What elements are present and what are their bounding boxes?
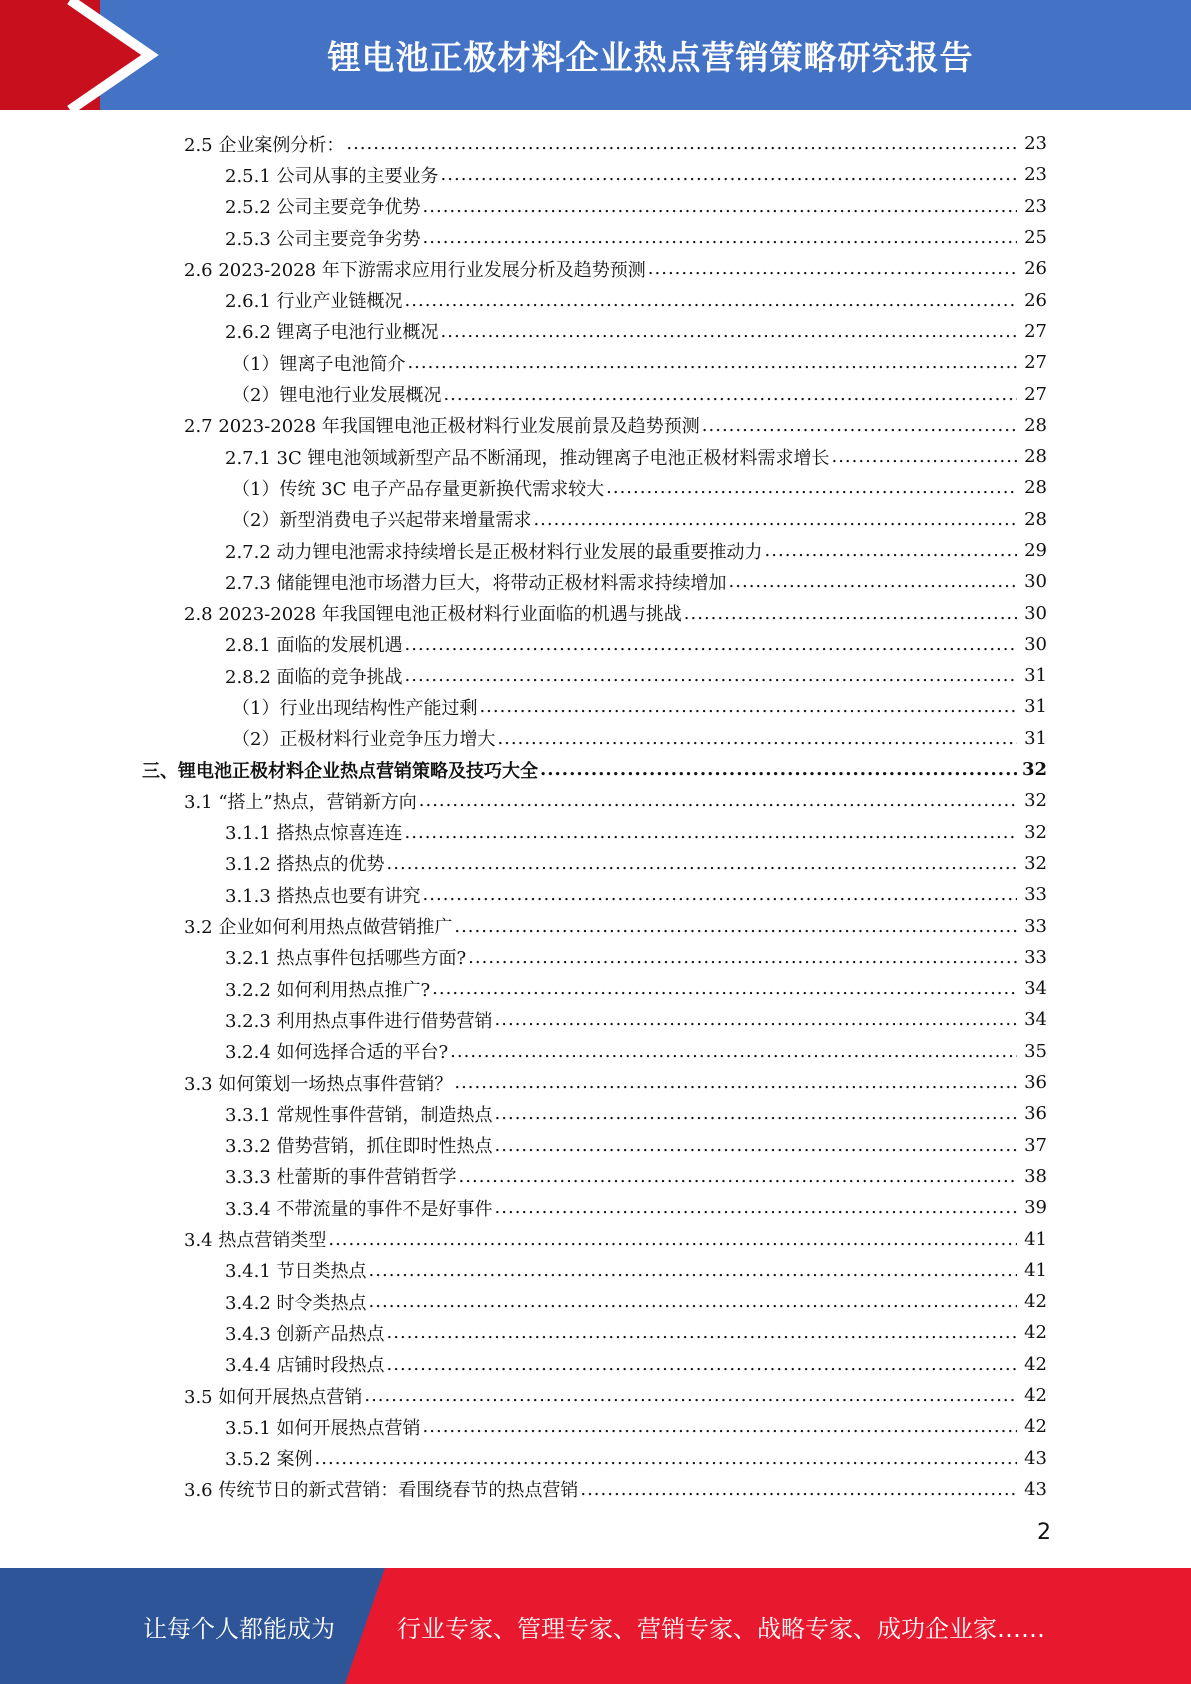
toc-dot-leader [405,634,1017,655]
toc-entry-title: 3.2.4 如何选择合适的平台? [225,1042,449,1064]
toc-entry[interactable] [0,1442,1191,1473]
toc-entry-page: 36 [1024,1103,1047,1125]
toc-entry-title: 2.8 2023-2028 年我国锂电池正极材料行业面临的机遇与挑战 [184,604,682,626]
toc-dot-leader [540,759,1017,780]
toc-entry[interactable] [0,660,1191,691]
toc-entry-title: 2.7 2023-2028 年我国锂电池正极材料行业发展前景及趋势预测 [184,416,700,438]
toc-entry[interactable] [0,1349,1191,1380]
footer-slogan-left: 让每个人都能成为 [143,1614,335,1643]
report-title: 锂电池正极材料企业热点营销策略研究报告 [327,37,974,77]
toc-entry[interactable] [0,1130,1191,1161]
toc-entry-page: 31 [1024,727,1047,749]
toc-dot-leader [459,1166,1017,1187]
toc-entry-title: 3.4.2 时令类热点 [225,1292,367,1314]
toc-entry-title: 3.2.2 如何利用热点推广? [225,979,431,1001]
toc-entry-title: 3.1.1 搭热点惊喜连连 [225,823,403,845]
toc-entry-page: 27 [1024,320,1047,342]
toc-entry-title: 3.6 传统节日的新式营销：看围绕春节的热点营销 [184,1480,579,1502]
toc-entry-page: 31 [1024,696,1047,718]
toc-entry-page: 28 [1024,477,1047,499]
toc-entry[interactable] [0,253,1191,284]
toc-dot-leader [468,947,1017,968]
toc-dot-leader [419,790,1017,811]
chevron-arrow-icon [0,0,160,110]
toc-dot-leader [315,1448,1017,1469]
toc-entry[interactable] [0,472,1191,503]
toc-entry-page: 23 [1024,133,1047,155]
toc-entry-page: 42 [1024,1291,1047,1313]
toc-dot-leader [369,1260,1017,1281]
toc-dot-leader [423,196,1017,217]
toc-entry-page: 30 [1024,602,1047,624]
toc-dot-leader [407,352,1017,373]
toc-entry[interactable] [0,1223,1191,1254]
toc-entry[interactable] [0,316,1191,347]
toc-entry-title: 2.8.1 面临的发展机遇 [225,635,403,657]
toc-entry[interactable] [0,1161,1191,1192]
toc-dot-leader [369,1291,1017,1312]
toc-entry-title: 3.4 热点营销类型 [184,1230,327,1252]
toc-entry-page: 34 [1024,1009,1047,1031]
toc-entry-page: 26 [1024,289,1047,311]
toc-entry-title: 3.3 如何策划一场热点事件营销？ [184,1073,453,1095]
toc-entry[interactable] [0,879,1191,910]
toc-entry[interactable] [0,754,1191,785]
toc-entry[interactable] [0,597,1191,628]
toc-entry-title: 3.4.3 创新产品热点 [225,1323,385,1345]
toc-entry[interactable] [0,629,1191,660]
toc-entry[interactable] [0,1004,1191,1035]
toc-dot-leader [648,258,1017,279]
toc-entry-page: 37 [1024,1134,1047,1156]
toc-dot-leader [831,446,1017,467]
toc-entry-title: 3.4.4 店铺时段热点 [225,1355,385,1377]
toc-entry-page: 32 [1024,790,1047,812]
toc-entry[interactable] [0,817,1191,848]
toc-entry-title: 3.1 “搭上”热点，营销新方向 [184,791,417,813]
toc-entry-title: 3.2.1 热点事件包括哪些方面? [225,948,467,970]
toc-entry[interactable] [0,973,1191,1004]
toc-entry-page: 42 [1024,1416,1047,1438]
toc-entry-page: 32 [1021,759,1047,781]
toc-dot-leader [454,1072,1017,1093]
toc-entry-title: 2.5.1 公司从事的主要业务 [225,165,439,187]
toc-entry-title: 3.3.1 常规性事件营销，制造热点 [225,1104,493,1126]
toc-entry-title: 3.2.3 利用热点事件进行借势营销 [225,1010,493,1032]
toc-entry-page: 33 [1024,946,1047,968]
toc-entry[interactable] [0,691,1191,722]
toc-entry-page: 28 [1024,508,1047,530]
toc-entry-page: 41 [1024,1228,1047,1250]
toc-dot-leader [328,1229,1017,1250]
toc-entry[interactable] [0,1255,1191,1286]
toc-entry[interactable] [0,159,1191,190]
footer-slogan-right: 行业专家、管理专家、营销专家、战略专家、成功企业家…… [397,1614,1045,1643]
toc-dot-leader [606,477,1017,498]
toc-entry[interactable] [0,1286,1191,1317]
toc-entry[interactable] [0,848,1191,879]
toc-dot-leader [497,728,1017,749]
toc-entry[interactable] [0,128,1191,159]
toc-dot-leader [441,321,1017,342]
toc-dot-leader [495,1197,1017,1218]
toc-entry-title: 3.3.2 借势营销，抓住即时性热点 [225,1136,493,1158]
toc-entry[interactable] [0,566,1191,597]
toc-entry[interactable] [0,222,1191,253]
toc-dot-leader [454,916,1017,937]
toc-dot-leader [387,1354,1017,1375]
toc-entry-title: （1）锂离子电池简介 [232,353,406,375]
toc-dot-leader [432,978,1017,999]
toc-entry-title: 2.7.1 3C 锂电池领域新型产品不断涌现，推动锂离子电池正极材料需求增长 [225,447,830,469]
toc-entry-title: 3.5.2 案例 [225,1449,313,1471]
page-footer [0,1568,1191,1684]
toc-entry-title: 2.6.1 行业产业链概况 [225,291,403,313]
toc-entry-page: 25 [1024,227,1047,249]
toc-entry-page: 33 [1024,915,1047,937]
toc-entry[interactable] [0,1380,1191,1411]
toc-entry[interactable] [0,441,1191,472]
toc-entry-title: 2.6 2023-2028 年下游需求应用行业发展分析及趋势预测 [184,259,646,281]
toc-entry-page: 23 [1024,164,1047,186]
toc-entry-page: 27 [1024,352,1047,374]
toc-entry-title: （1）行业出现结构性产能过剩 [232,697,478,719]
toc-entry-title: 2.8.2 面临的竞争挑战 [225,666,403,688]
toc-entry-title: 3.1.2 搭热点的优势 [225,854,385,876]
toc-entry-title: （2）锂电池行业发展概况 [232,385,442,407]
toc-entry-title: 2.5 企业案例分析： [184,134,345,156]
toc-dot-leader [533,509,1017,530]
toc-entry-title: （2）正极材料行业竞争压力增大 [232,729,496,751]
toc-entry[interactable] [0,1317,1191,1348]
toc-entry-title: 3.1.3 搭热点也要有讲究 [225,885,421,907]
toc-dot-leader [423,1416,1017,1437]
toc-entry[interactable] [0,1192,1191,1223]
toc-entry-title: 2.7.2 动力锂电池需求持续增长是正极材料行业发展的最重要推动力 [225,541,763,563]
toc-entry-page: 38 [1024,1165,1047,1187]
toc-entry[interactable] [0,191,1191,222]
toc-dot-leader [495,1009,1017,1030]
toc-entry-page: 39 [1024,1197,1047,1219]
toc-entry[interactable] [0,910,1191,941]
toc-entry-page: 42 [1024,1353,1047,1375]
toc-entry-page: 42 [1024,1322,1047,1344]
toc-entry-title: 2.5.3 公司主要竞争劣势 [225,228,421,250]
toc-entry-title: 3.3.3 杜蕾斯的事件营销哲学 [225,1167,457,1189]
toc-entry-page: 29 [1024,540,1047,561]
toc-entry-title: 2.6.2 锂离子电池行业概况 [225,322,439,344]
toc-entry-page: 32 [1024,852,1047,874]
page-number: 2 [1037,1520,1051,1545]
toc-dot-leader [702,415,1017,436]
toc-dot-leader [387,853,1017,874]
toc-entry-title: 3.4.1 节日类热点 [225,1261,367,1283]
toc-entry-page: 31 [1024,665,1047,687]
toc-entry[interactable] [0,1474,1191,1505]
toc-entry[interactable] [0,1067,1191,1098]
toc-entry[interactable] [0,785,1191,816]
toc-dot-leader [423,884,1017,905]
toc-entry-title: （1）传统 3C 电子产品存量更新换代需求较大 [232,478,605,500]
toc-entry[interactable] [0,284,1191,315]
toc-entry-title: （2）新型消费电子兴起带来增量需求 [232,510,532,532]
toc-dot-leader [684,603,1017,624]
toc-dot-leader [346,133,1017,154]
toc-dot-leader [423,227,1017,248]
toc-entry[interactable] [0,535,1191,566]
toc-entry-page: 23 [1024,195,1047,217]
toc-dot-leader [364,1385,1017,1406]
toc-entry-page: 27 [1024,383,1047,405]
toc-entry-page: 36 [1024,1072,1047,1094]
toc-entry[interactable] [0,1098,1191,1129]
toc-entry-title: 3.2 企业如何利用热点做营销推广 [184,917,453,939]
toc-entry[interactable] [0,942,1191,973]
page-header [0,0,1191,110]
toc-entry-page: 28 [1024,414,1047,436]
toc-entry-page: 30 [1024,633,1047,655]
toc-entry-page: 30 [1024,571,1047,593]
toc-entry-page: 42 [1024,1385,1047,1407]
toc-entry[interactable] [0,723,1191,754]
toc-entry[interactable] [0,378,1191,409]
toc-entry-page: 43 [1024,1478,1047,1500]
toc-dot-leader [495,1103,1017,1124]
toc-entry[interactable] [0,504,1191,535]
toc-entry-page: 32 [1024,821,1047,843]
toc-entry[interactable] [0,347,1191,378]
toc-entry-title: 3.3.4 不带流量的事件不是好事件 [225,1198,493,1220]
toc-entry-page: 33 [1024,884,1047,906]
toc-entry[interactable] [0,410,1191,441]
table-of-contents [0,128,1191,1505]
toc-dot-leader [479,696,1017,717]
toc-entry-page: 35 [1024,1040,1047,1062]
toc-entry-page: 43 [1024,1447,1047,1469]
toc-entry-page: 28 [1024,446,1047,468]
toc-entry-title: 3.5.1 如何开展热点营销 [225,1417,421,1439]
toc-entry-title: 2.7.3 储能锂电池市场潜力巨大，将带动正极材料需求持续增加 [225,572,727,594]
toc-entry[interactable] [0,1411,1191,1442]
toc-entry-page: 41 [1024,1259,1047,1281]
toc-dot-leader [405,665,1017,686]
toc-dot-leader [443,384,1017,405]
toc-dot-leader [405,290,1017,311]
toc-dot-leader [580,1479,1017,1500]
toc-entry-title: 三、锂电池正极材料企业热点营销策略及技巧大全 [142,760,538,782]
toc-dot-leader [729,571,1017,592]
toc-dot-leader [441,164,1017,185]
toc-dot-leader [405,822,1017,843]
toc-dot-leader [765,540,1017,561]
toc-entry-title: 3.5 如何开展热点营销 [184,1386,363,1408]
toc-entry-page: 26 [1024,258,1047,280]
toc-entry-title: 2.5.2 公司主要竞争优势 [225,197,421,219]
toc-dot-leader [387,1322,1017,1343]
toc-entry-page: 34 [1024,978,1047,1000]
toc-dot-leader [450,1041,1017,1062]
toc-entry[interactable] [0,1036,1191,1067]
toc-dot-leader [495,1135,1017,1156]
